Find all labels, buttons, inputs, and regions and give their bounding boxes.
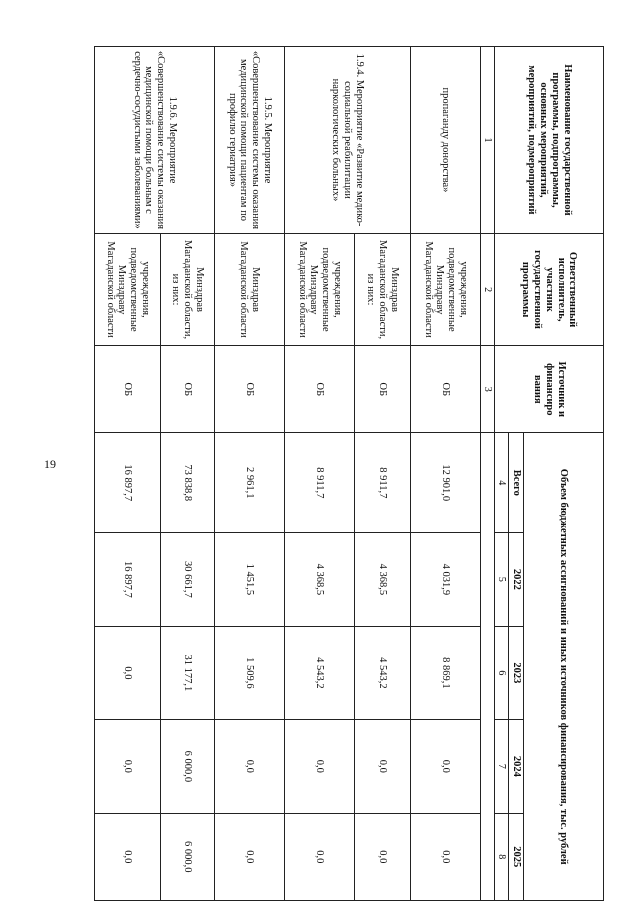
col-number-4: 4 xyxy=(495,433,509,533)
col-number-8: 8 xyxy=(495,813,509,900)
row-executor: Минздрав Магаданской области xyxy=(214,233,284,345)
header-year-2025: 2025 xyxy=(509,813,524,900)
row-2025: 6 000,0 xyxy=(160,813,214,900)
row-2025: 0,0 xyxy=(354,813,410,900)
row-2022: 16 897,7 xyxy=(94,533,160,626)
row-2023: 4 543,2 xyxy=(354,626,410,719)
table-row xyxy=(410,47,480,901)
row-source: ОБ xyxy=(284,346,354,433)
row-2023: 31 177,1 xyxy=(160,626,214,719)
row-2023: 4 543,2 xyxy=(284,626,354,719)
row-source: ОБ xyxy=(354,346,410,433)
row-2023: 8 869,1 xyxy=(410,626,480,719)
table-row xyxy=(214,47,284,901)
row-name: 1.9.5. Мероприятие «Совершенствование системы оказания медицинской помощи пациентам по профилю гериатрия» xyxy=(214,47,284,234)
col-number-6: 6 xyxy=(495,626,509,719)
row-source: ОБ xyxy=(160,346,214,433)
col-number-2: 2 xyxy=(480,233,494,345)
row-2025: 0,0 xyxy=(214,813,284,900)
row-2022: 1 451,5 xyxy=(214,533,284,626)
row-2024: 6 000,0 xyxy=(160,720,214,813)
header-source: Источник и финансиро вания xyxy=(495,346,604,433)
row-executor: Минздрав Магаданской области, из них: xyxy=(354,233,410,345)
row-total: 73 838,8 xyxy=(160,433,214,533)
col-number-5: 5 xyxy=(495,533,509,626)
header-year-2023: 2023 xyxy=(509,626,524,719)
row-2022: 4 368,5 xyxy=(354,533,410,626)
header-year-2024: 2024 xyxy=(509,720,524,813)
header-program-name: Наименование государственной программы, подпрограммы, основных мероприятий, мероприятий, подмероприятий xyxy=(495,47,604,234)
row-total: 2 961,1 xyxy=(214,433,284,533)
header-executor: Ответственный исполнитель, участник государственной программы xyxy=(495,233,604,345)
row-total: 12 901,0 xyxy=(410,433,480,533)
page-number: 19 xyxy=(44,457,56,471)
row-2024: 0,0 xyxy=(284,720,354,813)
col-number-spacer xyxy=(480,433,494,901)
row-executor: Минздрав Магаданской области, из них: xyxy=(160,233,214,345)
row-name: пропаганду донорства» xyxy=(410,47,480,234)
table-row xyxy=(160,47,214,901)
row-2024: 0,0 xyxy=(410,720,480,813)
row-executor: учреждения, подведомственные Минздраву Магаданской области xyxy=(94,233,160,345)
table-row xyxy=(354,47,410,901)
row-executor: учреждения, подведомственные Минздраву Магаданской области xyxy=(410,233,480,345)
row-name: 1.9.4. Мероприятие «Развитие медико-социальной реабилитации наркологических больных» xyxy=(284,47,410,234)
row-2023: 1 509,6 xyxy=(214,626,284,719)
row-2024: 0,0 xyxy=(214,720,284,813)
header-total: Всего xyxy=(509,433,524,533)
row-2025: 0,0 xyxy=(284,813,354,900)
funding-table xyxy=(94,46,604,901)
row-2022: 4 368,5 xyxy=(284,533,354,626)
row-name: 1.9.6. Мероприятие «Совершенствование системы оказания медицинской помощи больным с сердечно-сосудистыми заболеваниями» xyxy=(94,47,214,234)
row-2024: 0,0 xyxy=(94,720,160,813)
col-number-7: 7 xyxy=(495,720,509,813)
row-2025: 0,0 xyxy=(94,813,160,900)
col-number-1: 1 xyxy=(480,47,494,234)
row-total: 8 911,7 xyxy=(284,433,354,533)
row-source: ОБ xyxy=(214,346,284,433)
rotated-table-wrapper xyxy=(72,46,604,901)
row-executor: учреждения, подведомственные Минздраву Магаданской области xyxy=(284,233,354,345)
header-year-2022: 2022 xyxy=(509,533,524,626)
row-2024: 0,0 xyxy=(354,720,410,813)
row-source: ОБ xyxy=(94,346,160,433)
row-2025: 0,0 xyxy=(410,813,480,900)
row-2022: 4 031,9 xyxy=(410,533,480,626)
col-number-3: 3 xyxy=(480,346,494,433)
row-total: 8 911,7 xyxy=(354,433,410,533)
row-total: 16 897,7 xyxy=(94,433,160,533)
header-funding-group: Объем бюджетных ассигнований и иных источников финансирования, тыс. рублей xyxy=(524,433,604,901)
row-2023: 0,0 xyxy=(94,626,160,719)
row-2022: 30 661,7 xyxy=(160,533,214,626)
row-source: ОБ xyxy=(410,346,480,433)
